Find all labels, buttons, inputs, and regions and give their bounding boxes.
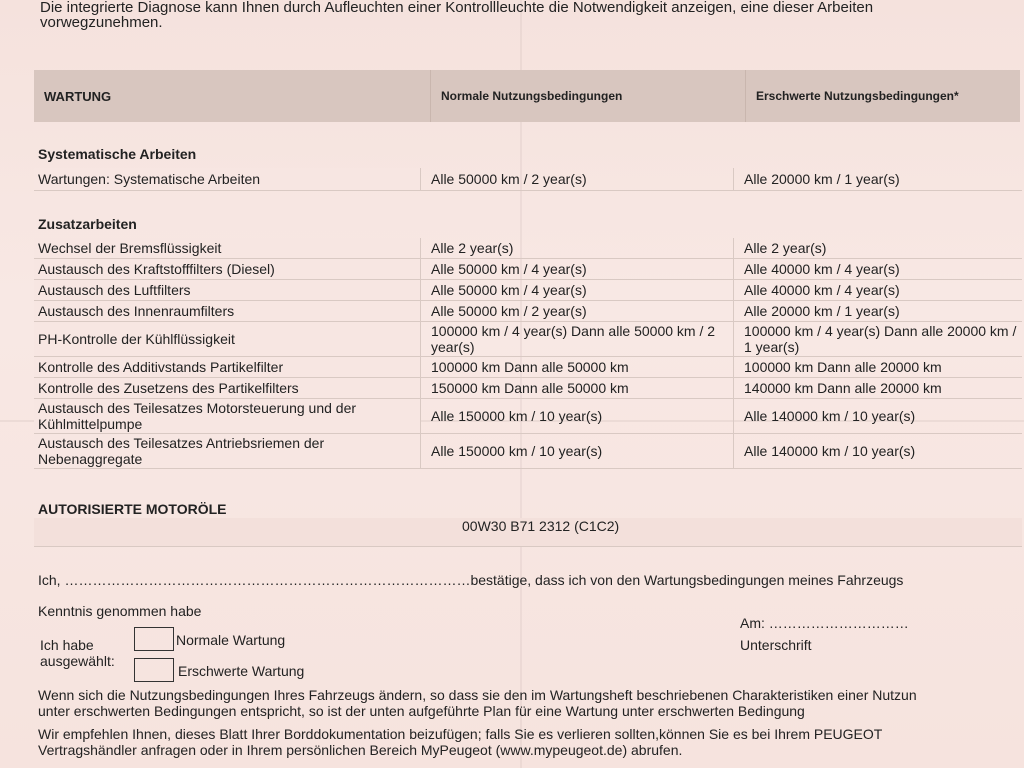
task-cell: Kontrolle des Additivstands Partikelfilter <box>34 357 420 377</box>
task-cell: Austausch des Innenraumfilters <box>34 301 420 321</box>
section-title-additional: Zusatzarbeiten <box>38 216 137 232</box>
normal-maintenance-label: Normale Wartung <box>176 632 286 648</box>
footer-line-2: unter erschwerten Bedingungen entspricht, so ist der unten aufgeführte Plan für eine Wartung unter erschwerten Bedingung <box>38 703 805 719</box>
normal-interval-cell: Alle 50000 km / 4 year(s) <box>420 259 733 279</box>
table-row <box>34 168 1022 191</box>
severe-maintenance-checkbox[interactable] <box>134 658 174 682</box>
normal-interval-cell: Alle 150000 km / 10 year(s) <box>420 434 733 468</box>
footer-line-4: Vertragshändler anfragen oder in Ihrem persönlichen Bereich MyPeugeot (www.mypeugeot.de) abrufen. <box>38 742 683 758</box>
normal-interval-cell: Alle 50000 km / 2 year(s) <box>420 168 733 190</box>
severe-interval-cell: Alle 140000 km / 10 year(s) <box>733 434 1022 468</box>
task-cell: Austausch des Luftfilters <box>34 280 420 300</box>
confirmation-line-2: Kenntnis genommen habe <box>38 603 202 619</box>
table-row <box>34 238 1022 259</box>
severe-interval-cell: Alle 20000 km / 1 year(s) <box>733 168 1022 190</box>
table-row <box>34 357 1022 378</box>
severe-interval-cell: Alle 20000 km / 1 year(s) <box>733 301 1022 321</box>
task-cell: PH-Kontrolle der Kühlflüssigkeit <box>34 322 420 356</box>
section-title-systematic: Systematische Arbeiten <box>38 146 197 162</box>
severe-interval-cell: Alle 2 year(s) <box>733 238 1022 258</box>
normal-interval-cell: 100000 km Dann alle 50000 km <box>420 357 733 377</box>
table-row <box>34 301 1022 322</box>
table-row <box>34 259 1022 280</box>
header-normal-conditions: Normale Nutzungsbedingungen <box>430 70 745 122</box>
footer-line-1: Wenn sich die Nutzungsbedingungen Ihres Fahrzeugs ändern, so dass sie den im Wartungsheft beschriebenen Charakteristiken einer Nutzun <box>38 687 917 703</box>
signature-label: Unterschrift <box>740 637 812 653</box>
normal-interval-cell: Alle 2 year(s) <box>420 238 733 258</box>
oil-specification: 00W30 B71 2312 (C1C2) <box>462 518 620 534</box>
intro-line-1: Die integrierte Diagnose kann Ihnen durch Aufleuchten einer Kontrollleuchte die Notwendigkeit anzeigen, eine dieser Arbeiten <box>40 0 874 16</box>
task-cell: Austausch des Teilesatzes Motorsteuerung und der Kühlmittelpumpe <box>34 399 420 433</box>
normal-interval-cell: 150000 km Dann alle 50000 km <box>420 378 733 398</box>
task-cell: Austausch des Teilesatzes Antriebsriemen der Nebenaggregate <box>34 434 420 468</box>
table-row <box>34 434 1022 469</box>
intro-line-2: vorwegzunehmen. <box>40 14 163 31</box>
oil-section-title: AUTORISIERTE MOTORÖLE <box>38 501 227 517</box>
normal-maintenance-checkbox[interactable] <box>134 627 174 651</box>
task-cell: Austausch des Kraftstofffilters (Diesel) <box>34 259 420 279</box>
table-row <box>34 280 1022 301</box>
severe-interval-cell: 100000 km Dann alle 20000 km <box>733 357 1022 377</box>
normal-interval-cell: Alle 150000 km / 10 year(s) <box>420 399 733 433</box>
normal-interval-cell: Alle 50000 km / 2 year(s) <box>420 301 733 321</box>
task-cell: Wechsel der Bremsflüssigkeit <box>34 238 420 258</box>
footer-line-3: Wir empfehlen Ihnen, dieses Blatt Ihrer Borddokumentation beizufügen; falls Sie es verlieren sollten,können Sie es bei Ihrem PEUGEOT <box>38 726 883 742</box>
header-maintenance: WARTUNG <box>44 88 112 104</box>
severe-interval-cell: Alle 40000 km / 4 year(s) <box>733 280 1022 300</box>
severe-interval-cell: 100000 km / 4 year(s) Dann alle 20000 km / 1 year(s) <box>733 322 1022 356</box>
table-row <box>34 378 1022 399</box>
normal-interval-cell: 100000 km / 4 year(s) Dann alle 50000 km / 2 year(s) <box>420 322 733 356</box>
table-row <box>34 399 1022 434</box>
severe-interval-cell: Alle 40000 km / 4 year(s) <box>733 259 1022 279</box>
severe-interval-cell: Alle 140000 km / 10 year(s) <box>733 399 1022 433</box>
normal-interval-cell: Alle 50000 km / 4 year(s) <box>420 280 733 300</box>
task-cell: Wartungen: Systematische Arbeiten <box>34 168 420 190</box>
task-cell: Kontrolle des Zusetzens des Partikelfilters <box>34 378 420 398</box>
header-severe-conditions: Erschwerte Nutzungsbedingungen* <box>745 70 1020 122</box>
severe-maintenance-label: Erschwerte Wartung <box>178 663 305 679</box>
severe-interval-cell: 140000 km Dann alle 20000 km <box>733 378 1022 398</box>
intro-text <box>40 0 1000 30</box>
table-header <box>34 70 1020 122</box>
date-field-label: Am: ………………………… <box>740 615 909 631</box>
confirmation-line: Ich, ……………………………………………………………………………bestätige, dass ich von den Wartungsbedingungen meines Fahrzeugs <box>38 572 904 588</box>
table-row <box>34 322 1022 357</box>
selection-label: Ich habe ausgewählt: <box>40 637 115 669</box>
